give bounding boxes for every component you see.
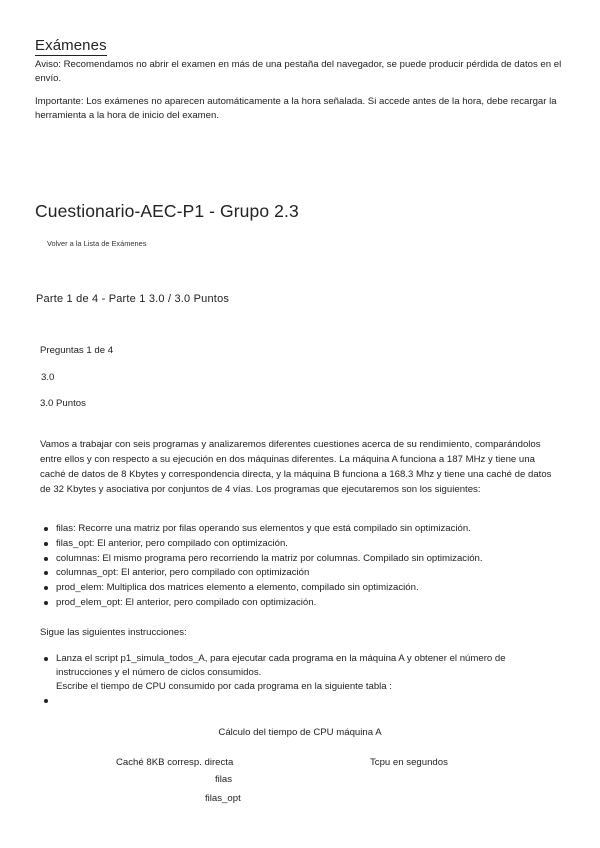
bullet-icon (44, 571, 48, 575)
list-item (44, 552, 564, 567)
exams-heading: Exámenes (35, 37, 107, 54)
program-list (44, 522, 564, 611)
column-header-tcpu: Tcpu en segundos (370, 757, 448, 768)
question-value: 3.0 (41, 372, 55, 383)
table-row-label: filas (215, 774, 233, 785)
list-item (44, 652, 564, 694)
list-item (44, 537, 564, 552)
instruction-list (44, 652, 564, 708)
back-to-exams-link[interactable]: Volver a la Lista de Exámenes (47, 239, 147, 248)
program-description: prod_elem: Multiplica dos matrices elemento a elemento, compilado sin optimización. (56, 582, 419, 594)
list-item (44, 581, 564, 596)
bullet-icon (44, 542, 48, 546)
program-description: filas_opt: El anterior, pero compilado con optimización. (56, 537, 288, 549)
question-points: 3.0 Puntos (40, 398, 86, 409)
table-caption: Cálculo del tiempo de CPU máquina A (218, 727, 382, 738)
program-description: columnas_opt: El anterior, pero compilado con optimización (56, 567, 310, 579)
question-intro: Vamos a trabajar con seis programas y analizaremos diferentes cuestiones acerca de su rendimiento, comparándolos entre ellos y con respecto a su ejecución en dos máquinas diferentes. La máquina A funciona a 187 MHz y tiene una caché de datos de 8 Kbytes y correspondencia directa, y la máquina B funciona a 168.3 Mhz y tiene una caché de datos de 32 Kbytes y asociativa por conjuntos de 4 vías. Los programas que ejecutaremos son los siguientes: (40, 439, 552, 495)
quiz-title: Cuestionario-AEC-P1 - Grupo 2.3 (35, 201, 299, 221)
question-number: Preguntas 1 de 4 (40, 345, 114, 356)
program-description: filas: Recorre una matriz por filas operando sus elementos y que está compilado sin optimización. (56, 523, 471, 534)
instruction-text: Lanza el script p1_simula_todos_A, para ejecutar cada programa en la máquina A y obtener el número de instrucciones y el número de ciclos consumidos. (56, 653, 506, 678)
list-item (44, 694, 564, 708)
program-description: prod_elem_opt: El anterior, pero compilado con optimización. (56, 596, 317, 608)
table-row-label: filas_opt (205, 793, 241, 804)
program-description: columnas: El mismo programa pero recorriendo la matriz por columnas. Compilado sin optimización. (56, 552, 483, 564)
bullet-icon (44, 657, 48, 661)
column-header-cache: Caché 8KB corresp. directa (116, 757, 234, 768)
notice-aviso: Aviso: Recomendamos no abrir el examen en más de una pestaña del navegador, se puede producir pérdida de datos en el envío. (35, 59, 562, 84)
instructions-label: Sigue las siguientes instrucciones: (40, 627, 187, 638)
notice-importante: Importante: Los exámenes no aparecen automáticamente a la hora señalada. Si accede antes de la hora, debe recargar la herramienta a la hora de inicio del examen. (35, 96, 557, 121)
part-header: Parte 1 de 4 - Parte 1 3.0 / 3.0 Puntos (36, 293, 230, 305)
list-item (44, 596, 564, 611)
bullet-icon (44, 601, 48, 605)
bullet-icon (44, 586, 48, 590)
instruction-text-continued: Escribe el tiempo de CPU consumido por cada programa en la siguiente tabla : (56, 681, 392, 692)
bullet-icon (44, 557, 48, 561)
bullet-icon (44, 699, 48, 703)
list-item (44, 522, 564, 537)
bullet-icon (44, 527, 48, 531)
list-item (44, 566, 564, 581)
